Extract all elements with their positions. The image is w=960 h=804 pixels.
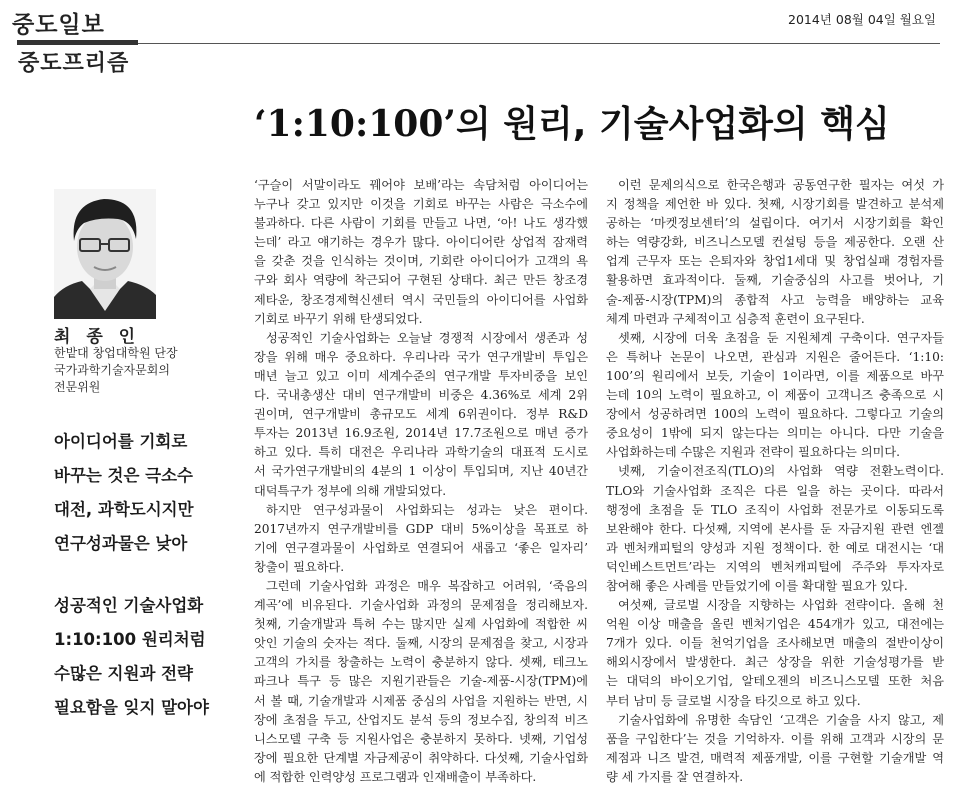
article-line: 는 대덕의 바이오기업, 알테오젠의 비즈니스모델 또한 처음 <box>606 674 944 689</box>
article-line: 계곡’에 비유된다. 기술사업화 과정의 문제점을 정리해보자. <box>254 598 588 613</box>
article-line: 서 국가연구개발비의 4분의 1 이상이 투입되며, 지난 40년간 <box>254 464 588 479</box>
pull-quote-1 <box>54 425 194 561</box>
article-paragraph <box>254 577 588 787</box>
pull-quote-line: 연구성과물은 낮아 <box>54 534 188 553</box>
article-line: 해외시장에서 발생한다. 최근 상장을 위한 기술성평가를 받 <box>606 655 944 670</box>
article-line: 파크나 특구 등 많은 지원기관들은 기술-제품-시장(TPM)에 <box>254 674 588 689</box>
article-line: 고객의 가치를 창출하는 노력이 충분하지 않다. 셋째, 테크노 <box>254 655 588 670</box>
article-line: 장에 초점을 두고, 산업지도 분석 등의 정보수집, 창의적 비즈 <box>254 712 588 727</box>
pull-quote-2 <box>54 589 209 725</box>
masthead-publication: 중도일보 <box>12 12 105 38</box>
article-line: ‘구슬이 서말이라도 꿰어야 보배’라는 속담처럼 아이디어는 <box>254 178 588 192</box>
headline-rest: 의 원리, 기술사업화의 핵심 <box>455 104 890 145</box>
article-line: 에 적합한 인력양성 프로그램과 인재배출이 부족하다. <box>254 769 537 784</box>
article-line: 구와 회사 역량에 착근되어 구현된 상태다. 최근 만든 창조경 <box>254 273 588 288</box>
article-line: 권이며, 연구개발비 총규모도 세계 6위권이다. 정부 R&D <box>254 407 588 422</box>
article-line: 업계 근무자 또는 은퇴자와 창업1세대 및 창업실패 경험자를 <box>606 254 944 269</box>
article-paragraph <box>606 329 944 463</box>
article-line: 매년 늘고 있고 이미 세계수준의 연구개발 투자비중을 보인 <box>254 368 588 383</box>
pull-quote-line: 바꾸는 것은 극소수 <box>54 466 194 485</box>
article-line: 기술사업화에 유명한 속담인 ‘고객은 기술을 사지 않고, 제 <box>618 712 944 727</box>
article-line: 장에 필요한 단계별 자금제공이 취약하다. 다섯째, 기술사업화 <box>254 750 588 765</box>
article-line: 창출이 필요하다. <box>254 559 345 574</box>
article-paragraph <box>606 462 944 596</box>
article-line: 는데’ 라고 얘기하는 경우가 많다. 아이디어란 상업적 잠재력 <box>254 235 588 250</box>
article-line: 하지만 연구성과물이 사업화되는 성과는 낮은 편이다. <box>266 502 588 517</box>
article-line: 제타운, 창조경제혁신센터 역시 국민들의 아이디어를 사업화 <box>254 292 588 307</box>
article-line: 공하는 ‘마켓정보센터’의 설립이다. 여기서 시장기회를 확인 <box>606 216 944 231</box>
article-column-1 <box>254 176 588 787</box>
article-line: 2017년까지 연구개발비를 GDP 대비 5%이상을 목표로 하 <box>254 521 588 536</box>
pull-quote-line: 성공적인 기술사업화 <box>54 596 204 615</box>
author-name: 최 종 인 <box>54 327 141 347</box>
article-paragraph <box>254 501 588 577</box>
article-line: 여섯째, 글로벌 시장을 지향하는 사업화 전략이다. 올해 천 <box>618 598 944 613</box>
article-line: 100’의 원리에서 보듯, 기술이 1이라면, 이를 제품으로 바꾸 <box>606 368 944 383</box>
header-rule <box>17 43 940 44</box>
article-line: 장을 위해 매우 중요하다. 우리나라 국가 연구개발비 투입은 <box>254 349 588 364</box>
author-portrait-icon <box>54 189 156 319</box>
article-line: 체계 마련과 구체적이고 심층적 훈련이 요구된다. <box>606 311 865 326</box>
article-line: 보완해야 한다. 다섯째, 지역에 본사를 둔 자금지원 관련 엔젤 <box>606 521 944 536</box>
article-line: 7개가 있다. 이들 천억기업을 조사해보면 매출의 절반이상이 <box>606 636 944 651</box>
article-line: 은 특허나 논문이 나오면, 관심과 지원은 줄어든다. ‘1:10: <box>606 349 944 364</box>
article-line: 셋째, 시장에 더욱 초점을 둔 지원체계 구축이다. 연구자들 <box>618 330 944 345</box>
article-line: 다. 국내총생산 대비 연구개발비 비중은 4.36%로 세계 2위 <box>254 388 588 403</box>
article-line: 대덕특구가 정부에 의해 개발되었다. <box>254 483 447 498</box>
section-title: 중도프리즘 <box>18 51 130 76</box>
pull-quote-line: 아이디어를 기회로 <box>54 432 188 451</box>
article-line: 부터 남미 등 글로벌 시장을 타깃으로 하고 있다. <box>606 693 861 708</box>
article-line: 하고 있다. 특히 대전은 우리나라 과학기술의 대표적 도시로 <box>254 445 588 460</box>
article-paragraph <box>606 711 944 787</box>
article-line: 제점과 니즈 발견, 매력적 제품개발, 이를 구현할 기술개발 역 <box>606 750 944 765</box>
article-line: 서 볼 때, 기술개발과 시제품 중심의 사업을 지원하는 반면, 시 <box>254 693 588 708</box>
article-line: 을 갖춘 것을 인식하는 것이며, 기회란 아이디어가 고객의 욕 <box>254 254 588 269</box>
article-line: 이런 문제의식으로 한국은행과 공동연구한 필자는 여섯 가 <box>618 178 944 192</box>
article-paragraph <box>254 329 588 501</box>
article-line: 불과하다. 다른 사람이 기회를 만들고 나면, ‘아! 나도 생각했 <box>254 216 588 231</box>
article-line: 지 정책을 제언한 바 있다. 첫째, 시장기회를 발견하고 분석제 <box>606 197 944 212</box>
pull-quote-line: 수많은 지원과 전략 <box>54 664 194 683</box>
article-paragraph <box>606 176 944 329</box>
article-line: 기회로 바꾸기 위해 탄생되었다. <box>254 311 423 326</box>
article-line: 품을 구입한다’는 것을 기억하자. 이를 위해 고객과 시장의 문 <box>606 731 944 746</box>
article-line: 기에 연구결과물이 사업화로 연결되어 새롭고 ‘좋은 일자리’ <box>254 540 588 555</box>
article-line: 넷째, 기술이전조직(TLO)의 사업화 역량 전환노력이다. <box>618 464 944 479</box>
article-line: 중요성이 1밖에 되지 않는다는 의미는 아니다. 다만 기술을 <box>606 426 944 441</box>
author-photo <box>54 189 156 319</box>
author-title-line: 한밭대 창업대학원 단장 <box>54 346 178 360</box>
pull-quote-line: 대전, 과학도시지만 <box>54 500 194 519</box>
article-line: 니스모델 구축 등 지원사업은 충분하지 못하다. 넷째, 기업성 <box>254 731 588 746</box>
article-line: 억원 이상 매출을 올린 벤처기업은 454개가 있고, 대전에는 <box>606 617 944 632</box>
author-titles <box>54 345 178 396</box>
pull-quote-line: 필요함을 잊지 말아야 <box>54 698 209 717</box>
author-title-line: 국가과학기술자문회의 <box>54 363 170 377</box>
article-line: 첫째, 기술개발과 특허 수는 많지만 실제 사업화에 적합한 씨 <box>254 617 588 632</box>
article-line: 하는 역량강화, 비즈니스모델 컨설팅 등을 제공한다. 오랜 산 <box>606 235 944 250</box>
headline <box>254 96 890 147</box>
article-line: 활용하면 효과적이다. 둘째, 기술중심의 사고를 벗어나, 기 <box>606 273 944 288</box>
headline-quoted: ‘1:10:100’ <box>254 103 456 145</box>
article-paragraph <box>606 596 944 711</box>
article-line: 앗인 기술의 숫자는 적다. 둘째, 시장의 문제점을 찾고, 시장과 <box>254 636 588 651</box>
article-line: 사업화하는데 수많은 지원과 전략이 필요하다는 의미다. <box>606 445 901 460</box>
article-column-2 <box>606 176 944 787</box>
article-line: 장에서 성공하려면 100의 노력이 필요하다. 그렇다고 기술의 <box>606 407 944 422</box>
article-line: 덕인베스트먼트’라는 지역의 벤처캐피털에 주주와 투자자로 <box>606 559 944 574</box>
article-paragraph <box>254 176 588 329</box>
pull-quote-line: 1:10:100 원리처럼 <box>54 630 206 649</box>
article-line: 성공적인 기술사업화는 오늘날 경쟁적 시장에서 생존과 성 <box>266 330 588 345</box>
article-line: 는데 10의 노력이 필요하고, 이 제품이 고객니즈 충족으로 시 <box>606 388 944 403</box>
author-title-line: 전문위원 <box>54 380 101 394</box>
article-line: 술-제품-시장(TPM)의 종합적 사고 능력을 배양하는 교육 <box>606 292 944 307</box>
section-rule-accent <box>17 40 138 45</box>
article-line: 그런데 기술사업화 과정은 매우 복잡하고 어려워, ‘죽음의 <box>266 578 588 593</box>
article-line: 투자는 2013년 16.9조원, 2014년 17.7조원으로 매년 증가 <box>254 426 588 441</box>
article-line: 량 세 가지를 잘 연결하자. <box>606 769 744 784</box>
article-line: 과 벤처캐피털의 양성과 지원 정책이다. 한 예로 대전시는 ‘대 <box>606 540 944 555</box>
publication-date: 2014년 08월 04일 월요일 <box>788 12 936 27</box>
article-line: TLO와 기술사업화 조직은 다른 일을 하는 곳이다. 따라서 <box>606 483 944 498</box>
article-line: 행정에 초점을 둔 TLO 조직이 사업화 전문가로 이동되도록 <box>606 502 944 517</box>
article-line: 참여해 좋은 사례를 만들었기에 이를 확대할 필요가 있다. <box>606 578 908 593</box>
article-line: 누구나 갖고 있지만 이것을 기회로 바꾸는 사람은 극소수에 <box>254 197 588 212</box>
